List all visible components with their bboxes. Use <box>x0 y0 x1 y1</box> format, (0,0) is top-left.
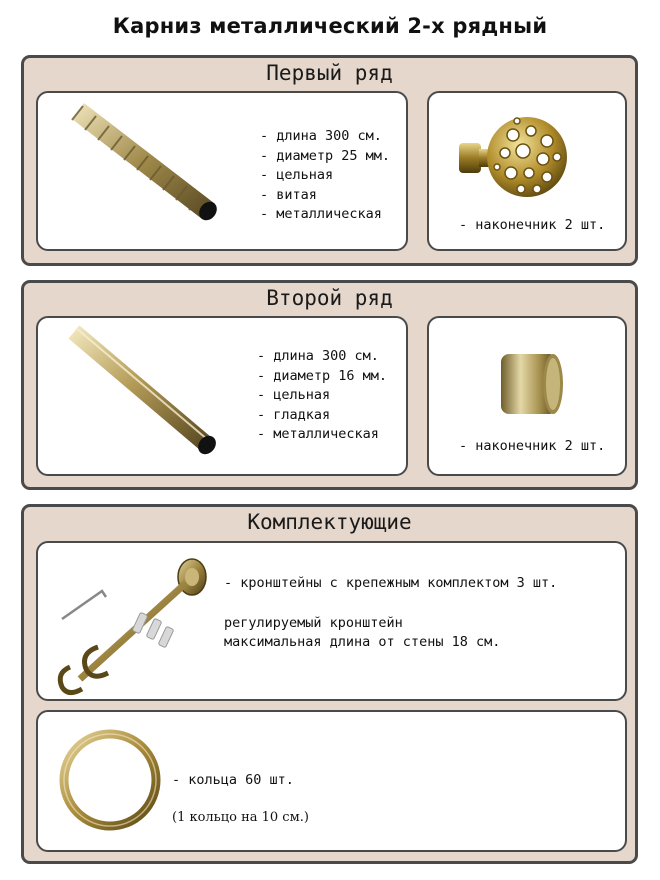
ring-spacing: (1 кольцо на 10 см.) <box>172 810 309 825</box>
page-title: Карниз металлический 2-х рядный <box>112 14 548 38</box>
finial-count: - наконечник 2 шт. <box>459 438 606 454</box>
spec-solid: - цельная <box>257 387 331 403</box>
bracket-kit-icon <box>50 549 220 699</box>
bracket-count: - кронштейны с крепежным комплектом 3 шт. <box>224 575 558 591</box>
spec-diameter: - диаметр 16 мм. <box>257 367 388 384</box>
bracket-adjustable: регулируемый кронштейн <box>224 615 403 631</box>
spec-type: - гладкая <box>257 406 331 423</box>
spec-solid: - цельная <box>260 167 334 183</box>
spec-material: - металлическая <box>257 426 379 442</box>
ring-icon <box>56 726 166 836</box>
bracket-card <box>36 541 627 701</box>
rod-card <box>36 316 408 476</box>
section-heading: Комплектующие <box>247 510 412 534</box>
ring-count: - кольца 60 шт. <box>172 772 294 788</box>
finial-card <box>427 316 627 476</box>
spec-length: - длина 300 см. <box>260 128 382 144</box>
section-heading: Второй ряд <box>266 286 393 310</box>
finial-count: - наконечник 2 шт. <box>459 217 606 233</box>
section-heading: Первый ряд <box>266 61 393 85</box>
rod-card <box>36 91 408 251</box>
section-first-row <box>21 55 638 266</box>
spec-length: - длина 300 см. <box>257 348 379 364</box>
finial-card <box>427 91 627 251</box>
ring-card <box>36 710 627 852</box>
smooth-rod-icon <box>66 326 226 466</box>
openwork-ball-finial-icon <box>455 101 575 211</box>
twisted-rod-icon <box>68 103 228 243</box>
rod-specs <box>257 347 387 445</box>
spec-diameter: - диаметр 25 мм. <box>260 147 391 164</box>
cylinder-cap-finial-icon <box>497 346 577 426</box>
section-second-row <box>21 280 638 490</box>
spec-material: - металлическая <box>260 206 382 222</box>
spec-type: - витая <box>260 186 317 203</box>
bracket-max-length: максимальная длина от стены 18 см. <box>224 634 501 650</box>
rod-specs <box>260 127 390 225</box>
section-accessories <box>21 504 638 864</box>
